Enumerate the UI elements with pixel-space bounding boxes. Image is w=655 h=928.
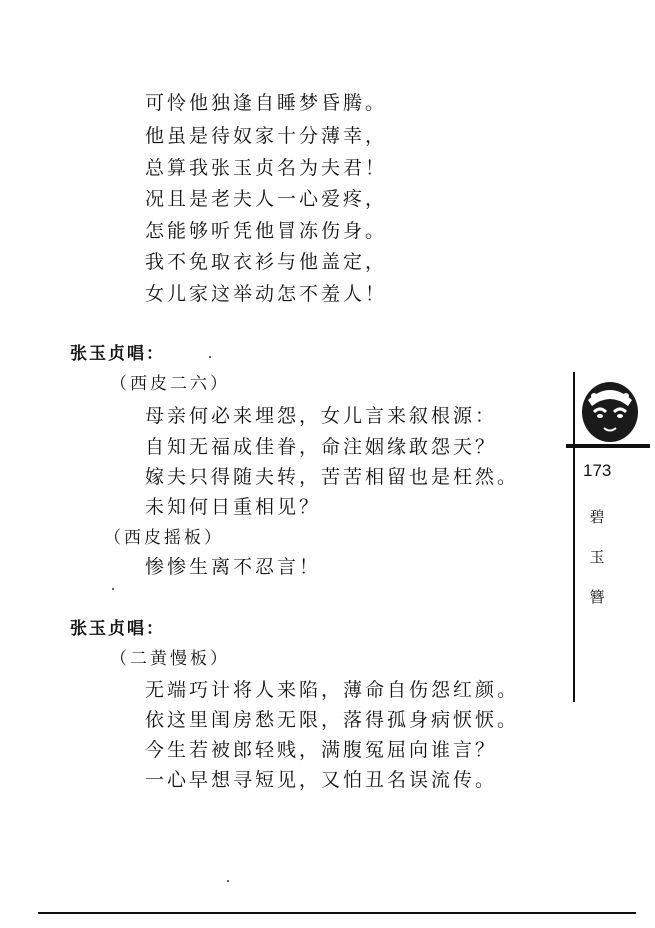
verse-line: 惨惨生离不忍言！ <box>145 556 322 578</box>
verse-line: 今生若被郎轻贱，满腹冤屈向谁言？ <box>145 739 498 761</box>
verse-line: 无端巧计将人来陷，薄命自伤怨红颜。 <box>145 679 520 701</box>
tune-label: （二黄慢板） <box>110 649 230 669</box>
verse-line: 一心早想寻短见，又怕丑名误流传。 <box>145 769 498 791</box>
book-title-vertical <box>585 497 609 617</box>
scan-speck <box>227 880 229 882</box>
verse-line: 未知何日重相见？ <box>145 496 322 518</box>
singer-heading: 张玉贞唱： <box>70 619 165 639</box>
book-title-char: 簪 <box>589 588 605 606</box>
verse-line: 况且是老夫人一心爱疼， <box>145 188 388 210</box>
verse-line: 自知无福成佳眷，命注姻缘敢怨天？ <box>145 436 498 458</box>
verse-line: 怎能够听凭他冒冻伤身。 <box>145 220 388 242</box>
tune-label: （西皮二六） <box>110 374 230 394</box>
verse-line: 女儿家这举动怎不羞人！ <box>145 283 388 305</box>
verse-line: 总算我张玉贞名为夫君！ <box>145 157 388 179</box>
bottom-rule <box>38 912 636 914</box>
margin-vertical-rule <box>573 372 575 702</box>
scan-speck <box>209 356 211 358</box>
book-title-char: 碧 <box>589 508 605 526</box>
singer-heading: 张玉贞唱： <box>70 344 165 364</box>
book-title-char: 玉 <box>589 548 605 566</box>
verse-line: 他虽是待奴家十分薄幸， <box>145 125 388 147</box>
verse-line: 嫁夫只得随夫转，苦苦相留也是枉然。 <box>145 466 520 488</box>
page-number: 173 <box>583 461 612 480</box>
tune-label: （西皮摇板） <box>104 528 224 548</box>
verse-line: 母亲何必来埋怨，女儿言来叙根源： <box>145 405 498 427</box>
verse-line: 可怜他独逢自睡梦昏腾。 <box>145 92 388 114</box>
verse-line: 依这里闺房愁无限，落得孤身病恹恹。 <box>145 709 520 731</box>
opera-mask-icon <box>576 378 642 444</box>
margin-horizontal-rule <box>566 444 650 448</box>
scan-speck <box>112 588 114 590</box>
verse-line: 我不免取衣衫与他盖定， <box>145 251 388 273</box>
